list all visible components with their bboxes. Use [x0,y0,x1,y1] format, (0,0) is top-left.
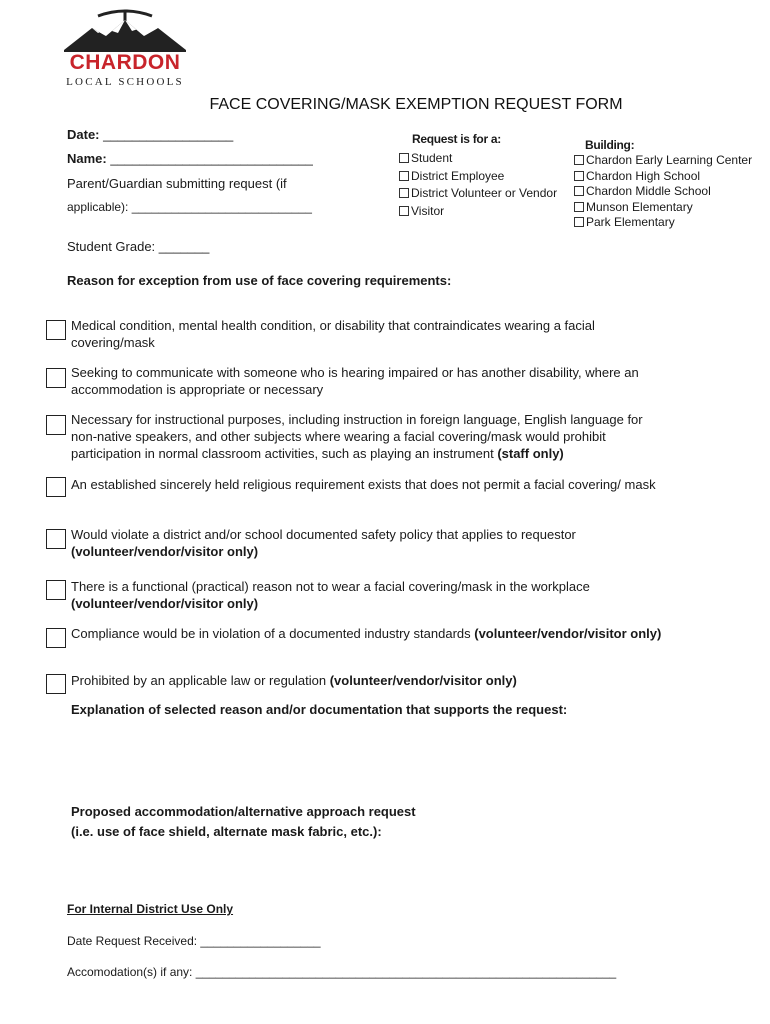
reason-checkbox-5[interactable] [46,529,66,549]
mountain-pickaxe-icon [62,6,188,56]
building-option-munson[interactable]: Munson Elementary [574,200,752,216]
date-label: Date: [67,127,100,142]
name-row [67,151,313,166]
internal-heading: For Internal District Use Only [67,902,234,916]
parent-field[interactable]: ___________________________ [131,200,312,214]
reason-3: Necessary for instructional purposes, including instruction in foreign language, English language for non-native speakers, and other subjects where wearing a facial covering/mask would prohibit participation in normal classroom activities, such as playing an instrument (staff only) [71,412,643,461]
parent-label-2: applicable): [67,200,129,214]
checkbox[interactable] [399,171,409,181]
checkbox[interactable] [399,188,409,198]
date-received-field[interactable]: __________________ [200,934,321,948]
request-for-heading: Request is for a: [412,132,501,146]
date-row [67,127,233,142]
date-field[interactable]: __________________ [103,127,234,142]
building-heading: Building: [585,138,635,152]
reason-8: Prohibited by an applicable law or regulation (volunteer/vendor/visitor only) [71,673,517,688]
reason-checkbox-4[interactable] [46,477,66,497]
logo-subtitle: LOCAL SCHOOLS [66,76,184,88]
building-options [574,153,752,231]
accommodations-field[interactable]: _______________________________________________________________ [195,965,617,979]
proposed-area[interactable] [71,844,671,894]
reason-checkbox-6[interactable] [46,580,66,600]
proposed-heading-2: (i.e. use of face shield, alternate mask fabric, etc.): [71,824,382,839]
explanation-heading: Explanation of selected reason and/or documentation that supports the request: [71,702,568,717]
request-option-student[interactable]: Student [399,150,557,168]
request-for-options [399,150,557,220]
grade-row [67,239,209,254]
checkbox[interactable] [399,206,409,216]
logo-name: CHARDON [69,51,181,74]
proposed-heading-1: Proposed accommodation/alternative approach request [71,804,416,819]
building-option-middle[interactable]: Chardon Middle School [574,184,752,200]
explanation-area[interactable] [71,722,671,792]
reason-2: Seeking to communicate with someone who is hearing impaired or has another disability, where an accommodation is appropriate or necessary [71,365,639,397]
reason-4: An established sincerely held religious requirement exists that does not permit a facial covering/ mask [71,477,656,492]
request-option-employee[interactable]: District Employee [399,168,557,186]
reason-checkbox-2[interactable] [46,368,66,388]
date-received-row [67,934,321,948]
grade-field[interactable]: _______ [158,239,210,254]
request-option-volunteer[interactable]: District Volunteer or Vendor [399,185,557,203]
accommodations-label: Accomodation(s) if any: [67,965,193,979]
chardon-logo [62,6,188,90]
checkbox[interactable] [574,171,584,181]
reason-7: Compliance would be in violation of a documented industry standards (volunteer/vendor/visitor only) [71,626,662,641]
building-option-high[interactable]: Chardon High School [574,169,752,185]
grade-label: Student Grade: [67,239,156,254]
reason-1: Medical condition, mental health condition, or disability that contraindicates wearing a facial covering/mask [71,318,595,350]
reason-checkbox-3[interactable] [46,415,66,435]
form-title: FACE COVERING/MASK EXEMPTION REQUEST FORM [209,96,623,113]
reason-checkbox-1[interactable] [46,320,66,340]
accommodations-row [67,965,616,979]
date-received-label: Date Request Received: [67,934,198,948]
checkbox[interactable] [574,186,584,196]
parent-label: Parent/Guardian submitting request (if [67,176,287,191]
name-label: Name: [67,151,107,166]
request-option-visitor[interactable]: Visitor [399,203,557,221]
reason-5: Would violate a district and/or school documented safety policy that applies to requestor (volunteer/vendor/visitor only) [71,527,576,559]
checkbox[interactable] [574,155,584,165]
checkbox[interactable] [399,153,409,163]
checkbox[interactable] [574,217,584,227]
parent-row [67,200,312,214]
building-option-elc[interactable]: Chardon Early Learning Center [574,153,752,169]
building-option-park[interactable]: Park Elementary [574,215,752,231]
reason-checkbox-7[interactable] [46,628,66,648]
reason-heading: Reason for exception from use of face covering requirements: [67,273,452,288]
reason-6: There is a functional (practical) reason not to wear a facial covering/mask in the workplace (volunteer/vendor/visitor only) [71,579,590,611]
reason-checkbox-8[interactable] [46,674,66,694]
name-field[interactable]: ____________________________ [110,151,313,166]
checkbox[interactable] [574,202,584,212]
